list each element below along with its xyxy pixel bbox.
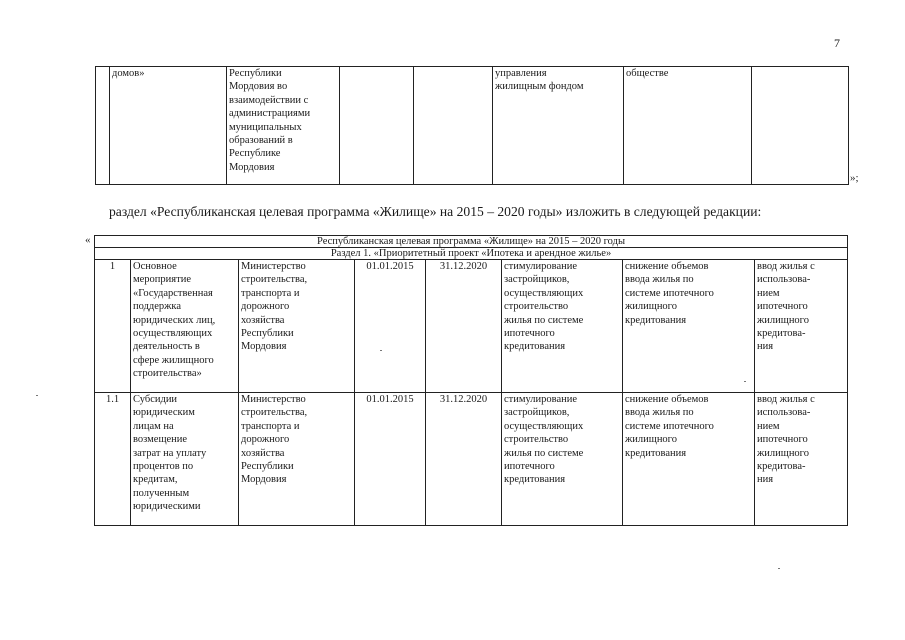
row-name bbox=[131, 260, 239, 393]
cell-line: дорожного bbox=[241, 301, 290, 313]
cell-line: транспорта и bbox=[241, 420, 300, 432]
cell-line: строительство bbox=[504, 301, 569, 313]
cell-line: стимулирование bbox=[504, 261, 578, 272]
cell-line: Республике bbox=[229, 148, 281, 160]
cell-line: процентов по bbox=[133, 461, 194, 473]
cell-line: Министерство bbox=[241, 394, 306, 405]
cell-line: застройщиков, bbox=[504, 407, 570, 419]
cell-line: ния bbox=[757, 341, 774, 353]
row-result bbox=[502, 260, 623, 393]
cell-line: ипотечного bbox=[757, 434, 808, 446]
cell-line: жилья по системе bbox=[504, 314, 584, 326]
cell-line: осуществляющих bbox=[504, 420, 584, 432]
cell-line: Республики bbox=[229, 68, 282, 79]
row-consequence bbox=[623, 393, 755, 526]
scan-speck bbox=[380, 350, 382, 351]
row-name bbox=[131, 393, 239, 526]
row-start-date: 01.01.2015 bbox=[355, 260, 426, 393]
cell-line: Мордовия bbox=[229, 161, 275, 173]
cell-line: жилищного bbox=[757, 447, 809, 459]
cell-line: муниципальных bbox=[229, 121, 302, 133]
cell-line: ипотечного bbox=[757, 301, 808, 313]
cell-line: нием bbox=[757, 420, 780, 432]
cell-line: взаимодействии с bbox=[229, 94, 309, 106]
cell-line: кредитования bbox=[504, 341, 566, 353]
cell-line: мероприятие bbox=[133, 274, 191, 286]
cell-line: сфере жилищного bbox=[133, 354, 214, 366]
cell-line: жилищного bbox=[757, 314, 809, 326]
cell-end bbox=[414, 67, 493, 185]
cell-line: жилья по системе bbox=[504, 447, 584, 459]
page-number: 7 bbox=[834, 36, 840, 50]
row-consequence bbox=[623, 260, 755, 393]
cell-line: жилищным фондом bbox=[495, 81, 584, 93]
row-executor bbox=[239, 393, 355, 526]
continuation-table bbox=[95, 66, 849, 185]
cell-line: юридических лиц, bbox=[133, 314, 216, 326]
cell-line: транспорта и bbox=[241, 287, 300, 299]
program-title: Республиканская целевая программа «Жилище» на 2015 – 2020 годы bbox=[95, 236, 848, 248]
row-result bbox=[502, 393, 623, 526]
cell-line: Основное bbox=[133, 261, 177, 272]
cell-start bbox=[340, 67, 414, 185]
cell-line: хозяйства bbox=[241, 314, 285, 326]
cell-line: хозяйства bbox=[241, 447, 285, 459]
cell-line: ипотечного bbox=[504, 328, 555, 340]
cell-line: юридическими bbox=[133, 501, 201, 513]
table-row bbox=[95, 260, 848, 393]
cell-line: использова- bbox=[757, 407, 811, 419]
cell-line: затрат на уплату bbox=[133, 447, 207, 459]
cell-line: Министерство bbox=[241, 261, 306, 272]
cell-executor bbox=[227, 67, 340, 185]
cell-line: возмещение bbox=[133, 434, 188, 446]
cell-name: домов» bbox=[110, 67, 227, 185]
cell-line: кредитова- bbox=[757, 461, 806, 473]
cell-line: «Государственная bbox=[133, 287, 213, 299]
cell-line: системе ипотечного bbox=[625, 287, 714, 299]
cell-line: поддержка bbox=[133, 301, 182, 313]
cell-line: строительства, bbox=[241, 407, 308, 419]
cell-line: ввод жилья с bbox=[757, 261, 815, 272]
row-end-date: 31.12.2020 bbox=[426, 260, 502, 393]
cell-line: Республики bbox=[241, 328, 294, 340]
cell-line: кредитования bbox=[625, 314, 687, 326]
cell-result bbox=[493, 67, 624, 185]
cell-line: Субсидии bbox=[133, 394, 178, 405]
scan-speck bbox=[744, 381, 746, 382]
cell-line: использова- bbox=[757, 274, 811, 286]
cell-line: снижение объемов bbox=[625, 261, 709, 272]
cell-line: ввода жилья по bbox=[625, 407, 694, 419]
closing-quote: »; bbox=[850, 172, 859, 184]
row-number: 1 bbox=[95, 260, 131, 393]
row-number: 1.1 bbox=[95, 393, 131, 526]
cell-line: управления bbox=[495, 68, 547, 79]
section-title: Раздел 1. «Приоритетный проект «Ипотека и арендное жилье» bbox=[95, 248, 848, 260]
cell-line: кредитам, bbox=[133, 474, 178, 486]
cell-line: строительства, bbox=[241, 274, 308, 286]
cell-line: полученным bbox=[133, 487, 190, 499]
opening-quote: « bbox=[85, 234, 91, 246]
scan-speck bbox=[778, 568, 780, 569]
cell-line: строительство bbox=[504, 434, 569, 446]
cell-line: ввод жилья с bbox=[757, 394, 815, 405]
cell-line: ния bbox=[757, 474, 774, 486]
cell-line: Республики bbox=[241, 461, 294, 473]
cell-line: застройщиков, bbox=[504, 274, 570, 286]
cell-line: кредитова- bbox=[757, 328, 806, 340]
instruction-text: раздел «Республиканская целевая программа «Жилище» на 2015 – 2020 годы» изложить в следующей редакции: bbox=[109, 204, 762, 219]
row-start-date: 01.01.2015 bbox=[355, 393, 426, 526]
row-link bbox=[755, 260, 848, 393]
cell-link bbox=[752, 67, 849, 185]
cell-line: жилищного bbox=[625, 301, 677, 313]
cell-line: лицам на bbox=[133, 420, 174, 432]
cell-line: ввода жилья по bbox=[625, 274, 694, 286]
cell-line: образований в bbox=[229, 135, 293, 147]
cell-line: ипотечного bbox=[504, 461, 555, 473]
cell-line: строительства» bbox=[133, 368, 202, 380]
cell-line: Мордовия во bbox=[229, 81, 288, 93]
cell-line: стимулирование bbox=[504, 394, 578, 405]
row-link bbox=[755, 393, 848, 526]
cell-line: Мордовия bbox=[241, 474, 287, 486]
cell-num bbox=[96, 67, 110, 185]
cell-consequence: обществе bbox=[624, 67, 752, 185]
cell-line: системе ипотечного bbox=[625, 420, 714, 432]
cell-line: администрациями bbox=[229, 108, 311, 120]
cell-line: Мордовия bbox=[241, 341, 287, 353]
row-executor bbox=[239, 260, 355, 393]
row-end-date: 31.12.2020 bbox=[426, 393, 502, 526]
cell-line: жилищного bbox=[625, 434, 677, 446]
program-table bbox=[94, 235, 848, 526]
cell-line: осуществляющих bbox=[504, 287, 584, 299]
cell-line: юридическим bbox=[133, 407, 195, 419]
scan-speck bbox=[36, 395, 38, 396]
cell-line: осуществляющих bbox=[133, 328, 213, 340]
cell-line: нием bbox=[757, 287, 780, 299]
cell-line: дорожного bbox=[241, 434, 290, 446]
cell-line: снижение объемов bbox=[625, 394, 709, 405]
cell-line: кредитования bbox=[504, 474, 566, 486]
table-row bbox=[95, 393, 848, 526]
cell-line: кредитования bbox=[625, 447, 687, 459]
cell-line: деятельность в bbox=[133, 341, 200, 353]
